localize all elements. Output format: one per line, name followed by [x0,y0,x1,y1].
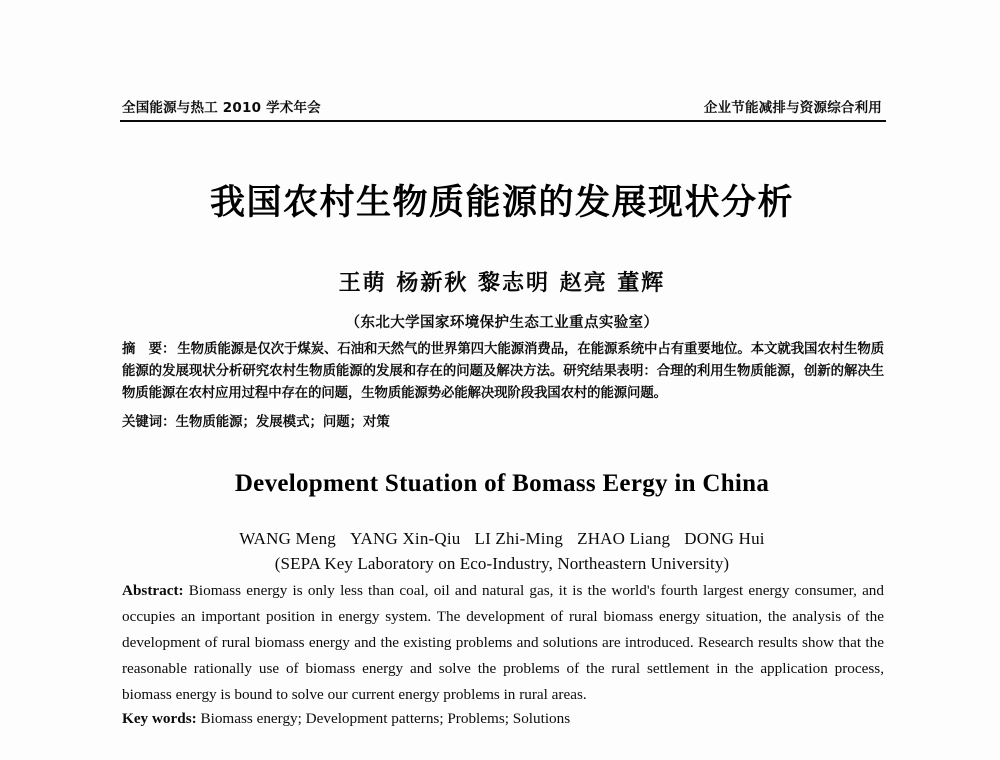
chinese-affiliation: （东北大学国家环境保护生态工业重点实验室） [345,315,659,331]
english-title: Development Stuation of Bomass Eergy in China [234,470,770,497]
english-author-list [122,529,882,549]
english-author: ZHAO Liang [577,529,671,548]
english-author: YANG Xin-Qiu [349,529,461,548]
english-author: DONG Hui [684,529,765,548]
chinese-title: 我国农村生物质能源的发展现状分析 [209,182,794,223]
english-keywords-text: Biomass energy; Development patterns; Problems; Solutions [196,710,571,727]
english-abstract [122,578,884,708]
running-header [122,96,882,116]
english-keywords [122,710,882,728]
chinese-abstract [122,339,884,405]
header-divider-rule [120,120,886,122]
english-affiliation: (SEPA Key Laboratory on Eco-Industry, Northeastern University) [274,554,730,573]
english-author: LI Zhi-Ming [474,529,564,548]
english-abstract-text: Biomass energy is only less than coal, oil and natural gas, it is the world's fourth largest energy consumer, and occupies an important position in energy system. The development of rural biomass energy situation, the analysis of the development of rural biomass energy and the existing problems and solutions are introduced. Research results show that the reasonable rationally use of biomass energy and solve the problems of the rural settlement in the application process, biomass energy is bound to solve our current energy problems in rural areas. [122,582,884,703]
running-header-left: 全国能源与热工 2010 学术年会 [122,100,321,116]
chinese-keywords [122,411,882,430]
running-header-right: 企业节能减排与资源综合利用 [703,100,882,116]
chinese-abstract-label: 摘 要： [122,342,176,357]
english-author: WANG Meng [239,529,336,548]
english-keywords-label: Key words: [122,710,197,727]
chinese-keywords-label: 关键词： [122,415,176,430]
english-abstract-label: Abstract: [122,582,184,599]
chinese-keywords-text: 生物质能源；发展模式；问题；对策 [175,415,390,430]
chinese-author-list: 王萌 杨新秋 黎志明 赵亮 董辉 [338,270,666,296]
chinese-abstract-text: 生物质能源是仅次于煤炭、石油和天然气的世界第四大能源消费品，在能源系统中占有重要地位。本文就我国农村生物质能源的发展现状分析研究农村生物质能源的发展和存在的问题及解决方法。研究结果表明：合理的利用生物质能源，创新的解决生物质能源在农村应用过程中存在的问题，生物质能源势必能解决现阶段我国农村的能源问题。 [122,342,884,401]
